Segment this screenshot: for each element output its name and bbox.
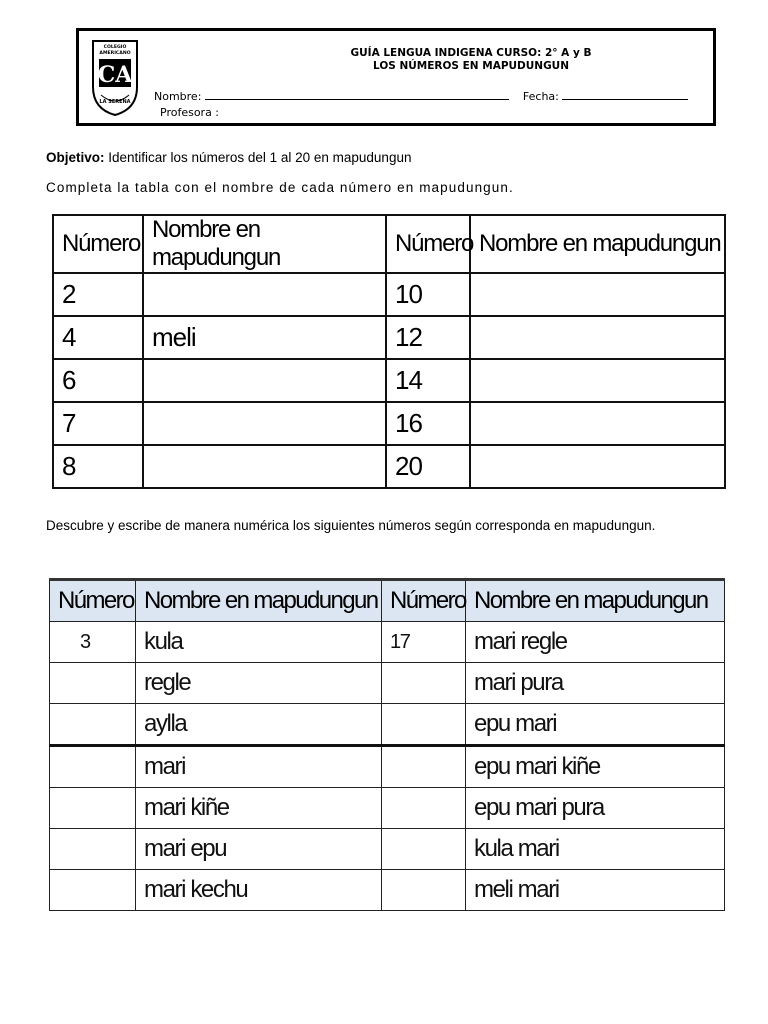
table-row <box>53 359 725 402</box>
word-cell: mari pura <box>466 663 725 704</box>
number-cell[interactable] <box>50 704 136 746</box>
word-cell: mari kiñe <box>136 788 382 829</box>
svg-text:AMERICANO: AMERICANO <box>99 51 131 56</box>
column-header: Nombre en mapudungun <box>143 215 386 273</box>
table-header-row <box>50 580 725 622</box>
table-row <box>50 704 725 746</box>
column-header: Número <box>53 215 143 273</box>
number-cell[interactable] <box>382 829 466 870</box>
objective-text: Identificar los números del 1 al 20 en mapudungun <box>104 150 412 165</box>
table-row <box>50 663 725 704</box>
answer-cell[interactable] <box>143 402 386 445</box>
svg-text:LA SERENA: LA SERENA <box>99 99 131 105</box>
table-row <box>50 622 725 663</box>
column-header: Nombre en mapudungun <box>470 215 725 273</box>
table-header-row <box>53 215 725 273</box>
table-row <box>53 273 725 316</box>
table-row <box>50 870 725 911</box>
word-cell: kula <box>136 622 382 663</box>
number-cell: 2 <box>53 273 143 316</box>
answer-cell[interactable] <box>470 273 725 316</box>
title-line-2: LOS NÚMEROS EN MAPUDUNGUN <box>373 60 569 72</box>
answer-cell[interactable] <box>143 359 386 402</box>
logo-monogram: CA <box>97 62 133 88</box>
answer-cell[interactable] <box>470 445 725 488</box>
answer-cell[interactable] <box>470 402 725 445</box>
column-header: Número <box>50 580 136 622</box>
column-header: Número <box>386 215 470 273</box>
objective-label: Objetivo: <box>46 150 105 165</box>
title-line-1: GUÍA LENGUA INDIGENA CURSO: 2° A y B <box>350 47 592 59</box>
objective <box>46 150 411 165</box>
table-row <box>50 829 725 870</box>
name-date-line <box>154 90 688 103</box>
number-cell: 16 <box>386 402 470 445</box>
number-cell[interactable] <box>50 663 136 704</box>
number-cell: 8 <box>53 445 143 488</box>
table-row <box>50 788 725 829</box>
number-cell[interactable] <box>50 829 136 870</box>
number-cell[interactable]: 3 <box>50 622 136 663</box>
table-row <box>53 316 725 359</box>
word-cell: epu mari <box>466 704 725 746</box>
number-cell[interactable] <box>382 870 466 911</box>
table-row <box>50 746 725 788</box>
word-cell: meli mari <box>466 870 725 911</box>
answer-cell[interactable]: meli <box>143 316 386 359</box>
date-label: Fecha: <box>522 90 559 103</box>
name-label: Nombre: <box>154 90 202 103</box>
numbers-table-1 <box>52 214 726 489</box>
number-cell: 12 <box>386 316 470 359</box>
teacher-label: Profesora : <box>160 106 220 119</box>
answer-cell[interactable] <box>143 273 386 316</box>
number-cell[interactable] <box>50 746 136 788</box>
word-cell: epu mari kiñe <box>466 746 725 788</box>
svg-text:COLEGIO: COLEGIO <box>103 45 127 50</box>
worksheet-title <box>239 47 703 73</box>
answer-cell[interactable] <box>143 445 386 488</box>
word-cell: mari epu <box>136 829 382 870</box>
name-field[interactable] <box>205 90 509 100</box>
table-row <box>53 402 725 445</box>
word-cell: regle <box>136 663 382 704</box>
word-cell: kula mari <box>466 829 725 870</box>
number-cell[interactable] <box>382 663 466 704</box>
number-cell: 14 <box>386 359 470 402</box>
worksheet-header <box>76 28 716 126</box>
column-header: Nombre en mapudungun <box>466 580 725 622</box>
teacher-line <box>160 106 219 119</box>
numbers-table-2 <box>49 578 725 911</box>
number-cell[interactable] <box>382 788 466 829</box>
instruction-complete-table: Completa la tabla con el nombre de cada número en mapudungun. <box>46 180 514 195</box>
number-cell[interactable]: 17 <box>382 622 466 663</box>
number-cell: 6 <box>53 359 143 402</box>
column-header: Número <box>382 580 466 622</box>
number-cell[interactable] <box>382 704 466 746</box>
number-cell: 10 <box>386 273 470 316</box>
word-cell: mari <box>136 746 382 788</box>
table-row <box>53 445 725 488</box>
word-cell: mari regle <box>466 622 725 663</box>
number-cell[interactable] <box>50 788 136 829</box>
word-cell: mari kechu <box>136 870 382 911</box>
instruction-discover-numbers: Descubre y escribe de manera numérica los siguientes números según corresponda en mapudungun. <box>46 518 656 533</box>
number-cell[interactable] <box>382 746 466 788</box>
answer-cell[interactable] <box>470 359 725 402</box>
number-cell: 7 <box>53 402 143 445</box>
number-cell: 4 <box>53 316 143 359</box>
school-crest-logo <box>89 37 141 117</box>
answer-cell[interactable] <box>470 316 725 359</box>
word-cell: epu mari pura <box>466 788 725 829</box>
number-cell: 20 <box>386 445 470 488</box>
column-header: Nombre en mapudungun <box>136 580 382 622</box>
number-cell[interactable] <box>50 870 136 911</box>
date-field[interactable] <box>562 90 688 100</box>
word-cell: aylla <box>136 704 382 746</box>
